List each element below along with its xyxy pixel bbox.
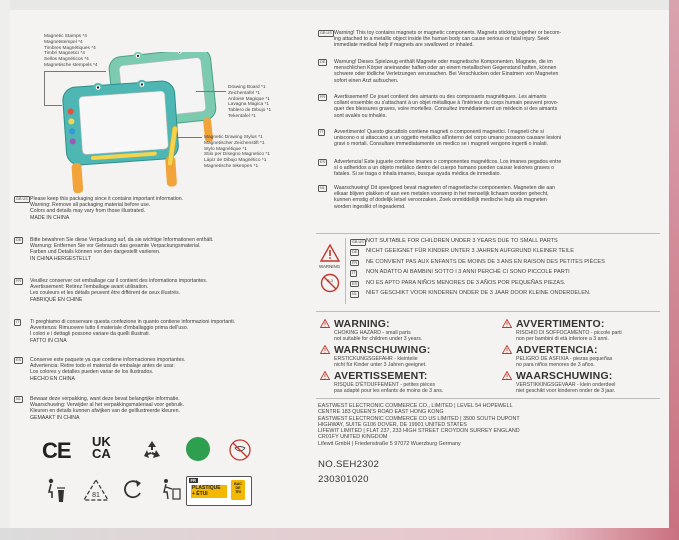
warning-icon-label: WARNING <box>319 264 341 269</box>
notice-text: Veuillez conserver cet emballage car il contient des informations importantes. Avertissement: Retirez l'emballage avant utilisation. Les couleurs et les détails peuvent être différent de ceux illustrés. FABRIQUÉ EN CHINE <box>30 278 208 303</box>
warning-text: Warning! This toy contains magnets or magnetic components. Magnets sticking together or becom- ing attached to a metallic object inside the human body can cause serious or fatal injury. Seek immediate medical help if magnets are swallowed or inhaled. <box>334 30 562 49</box>
triman-info-box <box>186 476 252 506</box>
warning-lang-code: IT <box>320 130 324 134</box>
age-lang-code: DE <box>352 250 358 255</box>
board-leader-line <box>196 91 226 92</box>
age-warning-text: NICHT GEEIGNET FÜR KINDER UNTER 3 JAHREN AUFGRUND KLEINER TEILE <box>366 248 574 255</box>
age-lang-code: IT <box>352 271 356 276</box>
box-edge-right <box>669 0 679 540</box>
triman-bin-label: BAC DE TRI <box>231 480 245 500</box>
triman-plastic-label: PLASTIQUE + ÉTUI <box>191 485 227 498</box>
age-icon-text: 0-3 <box>327 278 333 283</box>
choking-text: VERSTIKKINGSGEVAAR - klein onderdeel niet geschikt voor kinderen onder de 3 jaar. <box>516 382 616 395</box>
notice-text: Bewaar deze verpakking, want deze bevat belangrijke informatie. Waarschuwing: Verwijder al het verpakkingsmateriaal voor gebruik. Kleuren en details kunnen afwijken van de geïllustreerde kleuren. GEMAAKT IN CHINA <box>30 396 185 421</box>
choking-title: AVERTISSEMENT: <box>334 370 428 382</box>
choking-text: RISCHIO DI SOFFOCAMENTO - piccole parti non per bambini di età inferiore a 3 anni. <box>516 330 622 343</box>
age-divider <box>345 238 346 304</box>
notice-lang-code: ES <box>16 358 22 362</box>
age-warning-text: NIET GESCHIKT VOOR KINDEREN ONDER DE 3 JAAR DOOR KLEINE ONDERDELEN. <box>366 290 591 296</box>
warning-lang-code: GB US <box>320 31 332 35</box>
age-lang-code: GB US <box>352 240 364 244</box>
age-lang-code: NL <box>352 292 357 296</box>
stamps-leader-line-v <box>44 71 45 105</box>
company-addresses: EASTWEST ELECTRONIC COMMERCE CO., LIMITED | LEVEL 54 HOPEWELL CENTRE 183 QUEEN'S ROAD EAST HONG KONG EASTWEST ELECTRONIC COMMERCE CO US LIMITED | 3500 SOUTH DUPONT HIGHWAY, SUITE G106 DOVER, DE 19901 UNITED STATES LIFEWIT LIMITED | FLAT 237, 233 HIGH STREET CROYDON SURREY ENGLAND CR01FY UNITED KINGDOM Lifewit GmbH | Friedenstraße 5 97072 Wuerzburg Germany <box>318 403 520 447</box>
sorting-person-icon <box>160 478 182 502</box>
notice-lang-code: GB US <box>16 197 28 201</box>
choking-warning-icon <box>320 345 330 354</box>
no-mouth-icon <box>228 438 252 462</box>
age-lang-code: ES <box>352 281 358 286</box>
stamps-leader-line <box>44 71 106 72</box>
warning-lang-code: ES <box>320 160 326 164</box>
choking-warning-icon <box>502 319 512 328</box>
age-lang-code: FR <box>352 260 358 265</box>
recycle-number: 81 <box>92 492 100 499</box>
warning-text: Avertissement! Ce jouet contient des aimants ou des composants magnétiques. Les aimants collant ensemble ou s'attachant à un objet métallique à l'intérieur du corps humain peuvent provo- quer des blessures graves, voire mortelles. Consultez immédiatement un médecin si des aimants sont avalés ou inhalés. <box>334 94 559 119</box>
choking-title: ADVERTENCIA: <box>516 344 598 356</box>
age-warning-text: NON ADATTO AI BAMBINI SOTTO I 3 ANNI PERCHÉ CI SONO PICCOLE PARTI <box>366 269 570 276</box>
notice-text: Ti preghiamo di conservare questa confezione in quanto contiene informazioni importanti. Avvertenza: Rimuovere tutto il materiale d'imballaggio prima dell'uso. I colori e i dettagli possono variare da quelli illustrati. FATTO IN CINA <box>30 319 236 344</box>
age-warning-text: NO ES APTO PARA NIÑOS MENORES DE 3 AÑOS POR PEQUEÑAS PIEZAS. <box>366 279 566 286</box>
divider-1 <box>316 233 660 234</box>
choking-warning-icon <box>320 371 330 380</box>
fr-code: FR <box>190 478 197 483</box>
notice-lang-code: IT <box>16 320 20 324</box>
divider-3 <box>316 398 660 399</box>
ukca-top: UK <box>92 434 111 449</box>
box-edge-top <box>0 0 679 10</box>
notice-lang-code: FR <box>16 279 22 283</box>
choking-title: WARNSCHUWING: <box>334 344 431 356</box>
green-dot-icon <box>185 436 211 462</box>
choking-title: WAARSCHUWING: <box>516 370 613 382</box>
divider-2 <box>316 311 660 312</box>
box-edge-bottom <box>0 528 679 540</box>
notice-text: Please keep this packaging since it contains important information. Warning: Remove all packaging material before use. Colors and details may vary from those illustrated. MADE IN CHINA <box>30 196 184 221</box>
notice-text: Bitte bewahren Sie diese Verpackung auf, da sie wichtige Informationen enthält. Warnung: Entfernen Sie vor Gebrauch das gesamte Verpackungsmaterial. Farben und Details können von den dargestellt variieren. IN CHINA HERGESTELLT <box>30 237 214 262</box>
ce-mark: CE <box>42 438 71 463</box>
stylus-leader-line <box>178 137 202 138</box>
drawing-board-illustration <box>36 52 236 202</box>
age-warning-text: NOT SUITABLE FOR CHILDREN UNDER 3 YEARS DUE TO SMALL PARTS <box>366 238 558 244</box>
choking-text: CHOKING HAZARD - small parts not suitable for children under 3 years. <box>334 330 423 343</box>
warning-text: Warnung! Dieses Spielzeug enthält Magnete oder magnetische Komponenten. Magnete, die im menschlichen Körper aneinander haften oder an einem metallischen Gegenstand haften, können schwere oder tödliche Verletzungen verursachen. Bei Verschlucken oder Einatmen von Magneten sofort einen Arzt aufsuchen. <box>334 59 559 84</box>
model-number: NO.SEH2302 <box>318 459 380 470</box>
notice-text: Conserve este paquete ya que contiene informaciones importantes. Advertencia: Retire todo el material de embalaje antes de usar. Los colores y detalles pueden variar de los ilustrados. HECHO EN CHINA <box>30 357 186 382</box>
choking-text: PELIGRO DE ASFIXIA - piezas pequeñas no para niños menores de 3 años. <box>516 356 613 369</box>
choking-title: AVVERTIMENTO: <box>516 318 605 330</box>
choking-title: WARNING: <box>334 318 390 330</box>
recyclable-loop-icon <box>122 479 144 501</box>
choking-warning-icon <box>502 371 512 380</box>
warning-lang-code: NL <box>320 186 325 190</box>
board-label: Drawing Board *1 Zeichentafel *1 Ardoise Magique *1 Lavagna Magica *1 Tablero de Dibujo *1 Tekentafel *1 <box>228 85 272 119</box>
choking-text: RISQUE D'ÉTOUFFEMENT - petites pièces pas adapté pour les enfants de moins de 3 ans. <box>334 382 444 395</box>
choking-warning-icon <box>320 319 330 328</box>
warning-triangle-icon <box>320 244 340 262</box>
notice-lang-code: NL <box>16 397 21 401</box>
choking-text: ERSTICKUNGSGEFAHR - kleinteile nicht für Kinder unter 3 Jahren geeignet. <box>334 356 427 369</box>
notice-lang-code: DE <box>16 238 22 242</box>
warning-text: Waarschuwing! Dit speelgoed bevat magneten of magnetische componenten. Magneten die aan elkaar blijven plakken of aan een metalen voorwerp in het menselijk lichaam worden gehecht, kunnen ernstig of dodelijk letsel veroorzaken. Zoek onmiddellijk medische hulp als magneten worden ingeslikt of ingeademd. <box>334 185 555 210</box>
no-litter-icon <box>44 478 66 504</box>
warning-text: Advertencia! Este juguete contiene imanes o componentes magnéticos. Los imanes pegados entre sí o adheridos a un objeto metálico dentro del cuerpo humano pueden causar lesiones graves o fatales. Si se traga o inhala imanes, busque ayuda médica de inmediato. <box>334 159 562 178</box>
warning-lang-code: FR <box>320 95 326 99</box>
recycle-icon <box>140 438 164 462</box>
no-under-3-icon <box>320 273 340 293</box>
ukca-bottom: CA <box>92 446 111 461</box>
recycle-81-icon <box>82 478 110 502</box>
warning-lang-code: DE <box>320 60 326 64</box>
stylus-label: Magnetic Drawing Stylus *1 Magnetischer Zeichenstift *1 Stylo Magnétique *1 Stilo per Disegno Magnetico *1 Lápiz de Dibujo Magnético *1 Magnetische tekenpen *1 <box>204 135 270 169</box>
batch-number: 230301020 <box>318 474 369 485</box>
ukca-mark <box>92 436 111 460</box>
stamps-label: Magnetic Stamps *4 Magnetstempel *4 Timbres Magnétiques *4 Timbri Magnetici *4 Sellos Magnéticos *4 Magnetische stempels *4 <box>44 34 98 68</box>
warning-text: Avvertimento! Questo giocattolo contiene magneti o componenti magnetici. I magneti che si uniscono o si attaccano a un oggetto metallico all'interno del corpo umano possono causare lesioni gravi o mortali. Consultare immediatamente un medico se i magneti vengono ingeriti o inalati. <box>334 129 562 148</box>
age-warning-text: NE CONVIENT PAS AUX ENFANTS DE MOINS DE 3 ANS EN RAISON DES PETITES PIÈCES <box>366 258 605 265</box>
choking-warning-icon <box>502 345 512 354</box>
box-edge-left <box>0 0 10 540</box>
stamps-leader-line-end <box>44 105 62 106</box>
